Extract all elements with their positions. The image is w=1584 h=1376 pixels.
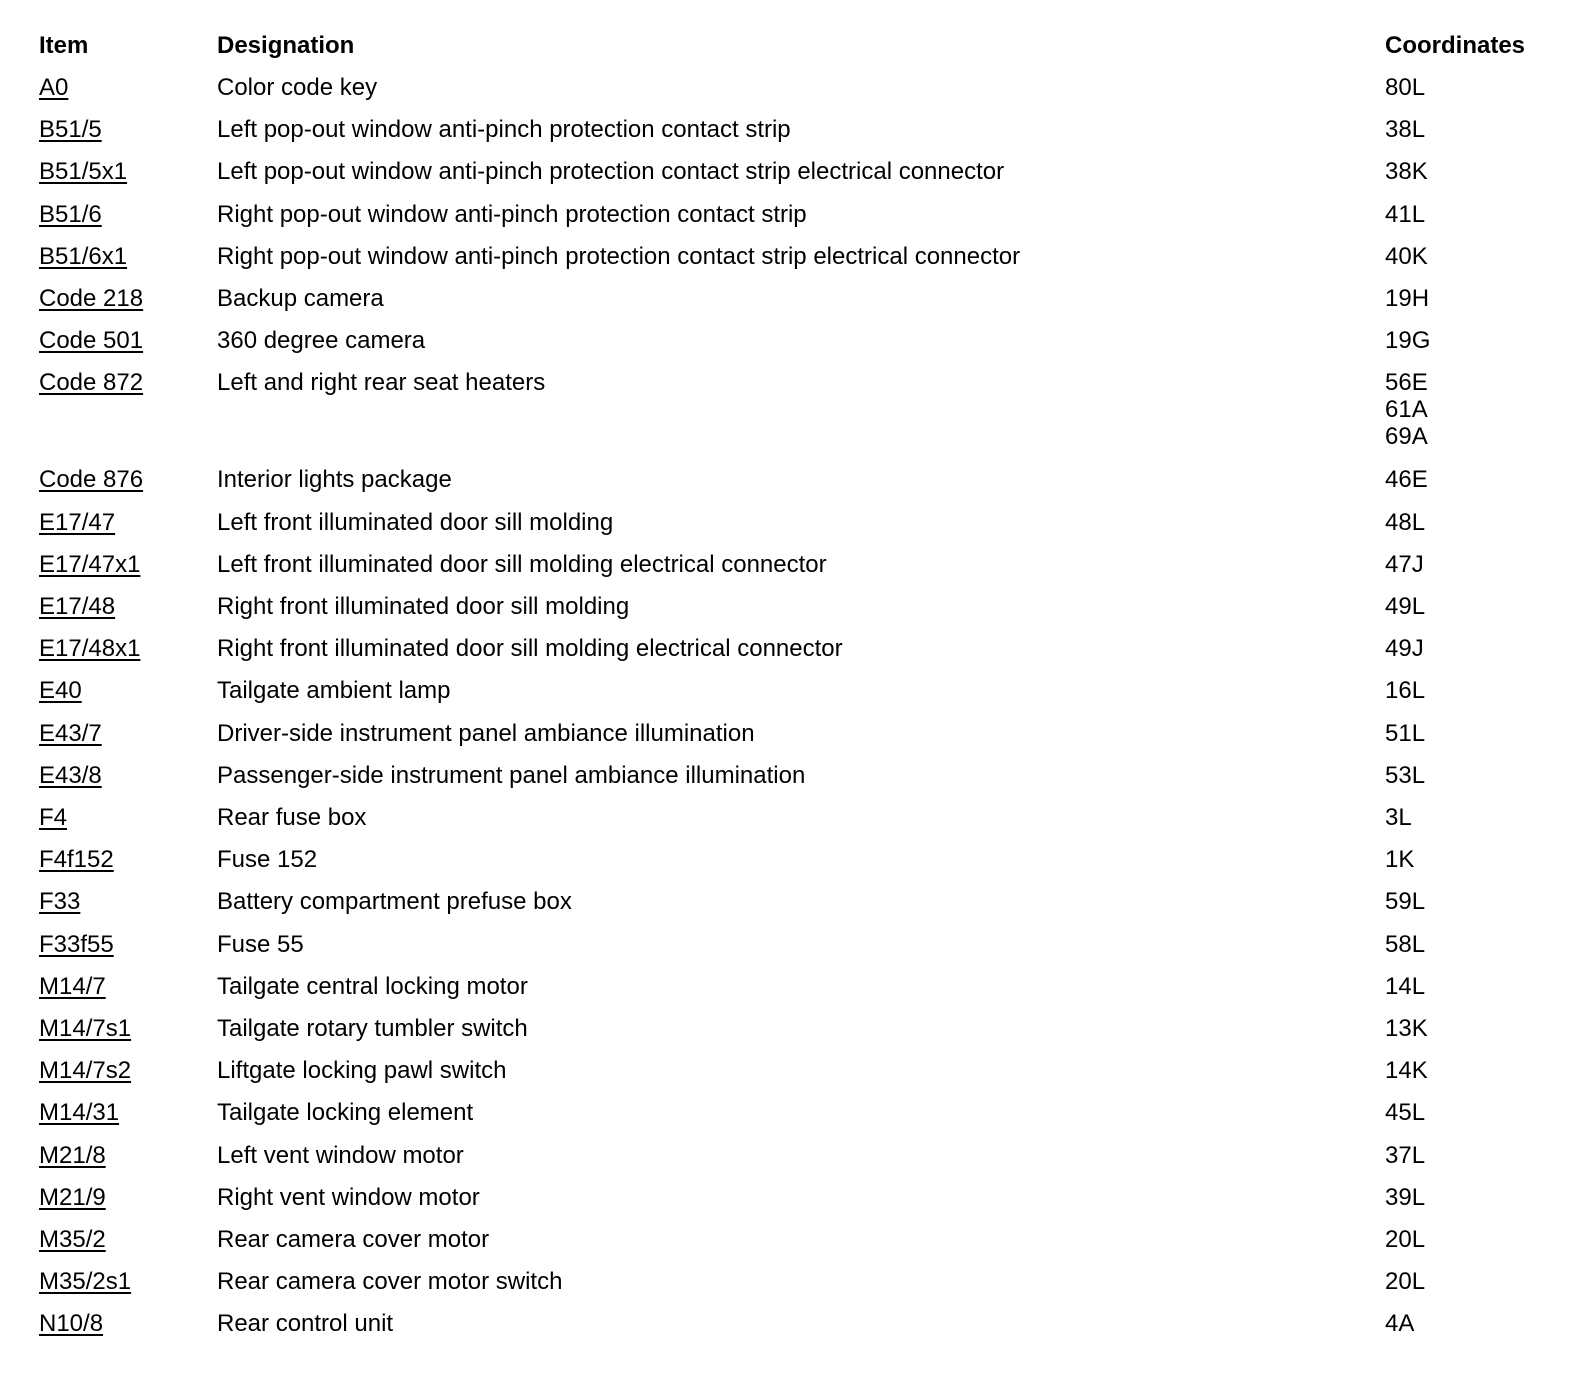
coordinates-cell — [1385, 201, 1425, 228]
coordinates-cell — [1385, 804, 1412, 831]
designation-cell: Rear control unit — [217, 1310, 394, 1338]
item-cell — [39, 720, 102, 748]
coordinates-cell — [1385, 369, 1428, 450]
item-link[interactable]: M14/7 — [39, 972, 106, 1000]
designation-cell: Fuse 55 — [217, 930, 304, 958]
coordinate-value: 14K — [1385, 1057, 1428, 1085]
designation-cell: Liftgate locking pawl switch — [217, 1057, 507, 1085]
coordinate-value: 59L — [1385, 888, 1426, 916]
item-cell — [39, 1142, 106, 1170]
item-link[interactable]: E17/47 — [39, 508, 116, 536]
coordinate-value: 40K — [1385, 242, 1428, 270]
coordinates-cell — [1385, 931, 1425, 958]
designation-cell: Tailgate rotary tumbler switch — [217, 1015, 528, 1042]
item-cell — [39, 888, 80, 916]
coordinate-value: 3L — [1385, 804, 1412, 831]
designation-cell: Rear camera cover motor switch — [217, 1268, 563, 1296]
coordinate-value: 19H — [1385, 285, 1430, 312]
item-cell — [39, 1184, 106, 1212]
designation-cell: Backup camera — [217, 285, 384, 312]
coordinates-cell — [1385, 116, 1425, 143]
item-cell — [39, 551, 140, 579]
coordinate-value: 20L — [1385, 1268, 1426, 1296]
coordinates-cell — [1385, 1057, 1428, 1084]
designation-cell: Right front illuminated door sill molding — [217, 593, 630, 620]
designation-cell: Tailgate locking element — [217, 1099, 474, 1127]
item-cell — [39, 201, 102, 229]
coordinates-cell — [1385, 888, 1425, 915]
item-link[interactable]: F33 — [39, 888, 81, 916]
coordinates-cell — [1385, 285, 1429, 312]
coordinate-value: 20L — [1385, 1226, 1426, 1253]
item-link[interactable]: B51/6x1 — [39, 242, 128, 270]
item-link[interactable]: M21/9 — [39, 1183, 106, 1211]
coordinate-value: 56E — [1385, 369, 1428, 397]
item-link[interactable]: F33f55 — [39, 930, 114, 958]
item-cell — [39, 466, 143, 494]
item-link[interactable]: M14/31 — [39, 1099, 120, 1127]
designation-cell: Rear camera cover motor — [217, 1226, 490, 1253]
item-cell — [39, 846, 114, 874]
coordinate-value: 61A — [1385, 396, 1428, 424]
item-cell — [39, 285, 143, 313]
coordinates-cell — [1385, 1142, 1425, 1169]
designation-cell: Left pop-out window anti-pinch protection contact strip — [217, 116, 791, 144]
coordinates-cell — [1385, 327, 1430, 354]
item-link[interactable]: M35/2 — [39, 1226, 106, 1253]
designation-cell: Tailgate ambient lamp — [217, 677, 451, 705]
column-header-designation: Designation — [217, 32, 355, 59]
item-cell — [39, 243, 127, 271]
coordinates-cell — [1385, 158, 1428, 185]
coordinate-value: 51L — [1385, 719, 1426, 747]
item-cell — [39, 116, 102, 144]
column-header-item: Item — [39, 32, 89, 59]
item-cell — [39, 762, 102, 790]
coordinate-value: 41L — [1385, 200, 1426, 228]
item-cell — [39, 931, 114, 959]
coordinate-value: 49L — [1385, 593, 1426, 620]
coordinate-value: 39L — [1385, 1183, 1426, 1211]
item-cell — [39, 1099, 119, 1127]
item-cell — [39, 973, 106, 1001]
designation-cell: Right vent window motor — [217, 1183, 480, 1211]
item-link[interactable]: E43/7 — [39, 719, 102, 747]
item-cell — [39, 635, 140, 663]
item-link[interactable]: Code 872 — [39, 369, 144, 397]
item-cell — [39, 1226, 106, 1254]
designation-cell: Rear fuse box — [217, 804, 367, 831]
item-link[interactable]: B51/5x1 — [39, 158, 128, 186]
item-cell — [39, 1268, 131, 1296]
item-link[interactable]: A0 — [39, 74, 69, 101]
designation-cell: Driver-side instrument panel ambiance illumination — [217, 719, 755, 747]
item-link[interactable]: F4 — [39, 804, 68, 831]
item-cell — [39, 74, 68, 102]
item-cell — [39, 804, 67, 832]
item-link[interactable]: E40 — [39, 677, 82, 705]
coordinate-value: 80L — [1385, 74, 1426, 101]
coordinates-cell — [1385, 720, 1425, 747]
item-link[interactable]: E43/8 — [39, 761, 102, 789]
designation-cell: Left front illuminated door sill molding — [217, 508, 614, 536]
coordinate-value: 19G — [1385, 327, 1431, 355]
coordinate-value: 48L — [1385, 508, 1426, 536]
item-link[interactable]: Code 218 — [39, 285, 144, 312]
item-link[interactable]: Code 501 — [39, 327, 144, 355]
coordinates-cell — [1385, 762, 1425, 789]
designation-cell: Right pop-out window anti-pinch protection contact strip — [217, 200, 807, 228]
item-cell — [39, 1015, 131, 1043]
item-link[interactable]: N10/8 — [39, 1310, 104, 1338]
coordinate-value: 4A — [1385, 1310, 1415, 1338]
designation-cell: Right front illuminated door sill molding electrical connector — [217, 635, 843, 663]
coordinate-value: 58L — [1385, 930, 1426, 958]
item-link[interactable]: B51/5 — [39, 116, 102, 144]
coordinates-cell — [1385, 973, 1425, 1000]
item-cell — [39, 327, 143, 355]
coordinates-cell — [1385, 1015, 1428, 1042]
designation-cell: Passenger-side instrument panel ambiance illumination — [217, 761, 806, 789]
coordinates-cell — [1385, 593, 1425, 620]
coordinates-cell — [1385, 243, 1428, 270]
item-link[interactable]: B51/6 — [39, 200, 102, 228]
coordinates-cell — [1385, 509, 1425, 536]
item-cell — [39, 593, 115, 621]
designation-cell: Left and right rear seat heaters — [217, 369, 546, 397]
designation-cell: Battery compartment prefuse box — [217, 888, 572, 916]
designation-cell: Color code key — [217, 74, 378, 101]
item-cell — [39, 1057, 131, 1085]
item-cell — [39, 509, 115, 537]
designation-cell: Left vent window motor — [217, 1141, 464, 1169]
item-link[interactable]: Code 876 — [39, 466, 144, 494]
item-link[interactable]: M14/7s1 — [39, 1015, 132, 1042]
coordinates-cell — [1385, 74, 1425, 101]
coordinates-cell — [1385, 1310, 1414, 1337]
item-link[interactable]: E17/48 — [39, 593, 116, 620]
coordinate-value: 16L — [1385, 677, 1426, 705]
coordinate-value: 14L — [1385, 972, 1426, 1000]
coordinate-value: 13K — [1385, 1015, 1428, 1042]
coordinates-cell — [1385, 1268, 1425, 1295]
designation-cell: Tailgate central locking motor — [217, 972, 528, 1000]
coordinate-value: 37L — [1385, 1141, 1426, 1169]
coordinate-value: 46E — [1385, 466, 1428, 494]
coordinate-value: 69A — [1385, 423, 1428, 451]
item-link[interactable]: M14/7s2 — [39, 1057, 132, 1085]
item-link[interactable]: M21/8 — [39, 1141, 106, 1169]
designation-cell: Fuse 152 — [217, 846, 318, 874]
item-cell — [39, 369, 143, 397]
item-link[interactable]: M35/2s1 — [39, 1268, 132, 1296]
coordinates-cell — [1385, 466, 1428, 493]
item-cell — [39, 158, 127, 186]
coordinates-cell — [1385, 1099, 1425, 1126]
coordinate-value: 1K — [1385, 846, 1415, 874]
coordinates-cell — [1385, 677, 1425, 704]
designation-cell: Left front illuminated door sill molding electrical connector — [217, 550, 827, 578]
coordinates-cell — [1385, 846, 1414, 873]
designation-cell: Interior lights package — [217, 466, 452, 494]
item-cell — [39, 677, 82, 705]
item-link[interactable]: E17/48x1 — [39, 635, 141, 663]
coordinates-cell — [1385, 635, 1424, 662]
coordinate-value: 49J — [1385, 635, 1424, 663]
coordinates-cell — [1385, 551, 1424, 578]
coordinate-value: 47J — [1385, 550, 1424, 578]
designation-cell: Right pop-out window anti-pinch protection contact strip electrical connector — [217, 242, 1021, 270]
coordinate-value: 38K — [1385, 158, 1428, 186]
coordinates-cell — [1385, 1226, 1425, 1253]
coordinate-value: 38L — [1385, 116, 1426, 144]
item-link[interactable]: E17/47x1 — [39, 550, 141, 578]
column-header-coordinates: Coordinates — [1385, 32, 1526, 59]
coordinates-cell — [1385, 1184, 1425, 1211]
coordinate-value: 45L — [1385, 1099, 1426, 1127]
item-cell — [39, 1310, 103, 1338]
item-link[interactable]: F4f152 — [39, 846, 114, 874]
designation-cell: Left pop-out window anti-pinch protection contact strip electrical connector — [217, 158, 1005, 186]
coordinate-value: 53L — [1385, 761, 1426, 789]
designation-cell: 360 degree camera — [217, 327, 426, 355]
